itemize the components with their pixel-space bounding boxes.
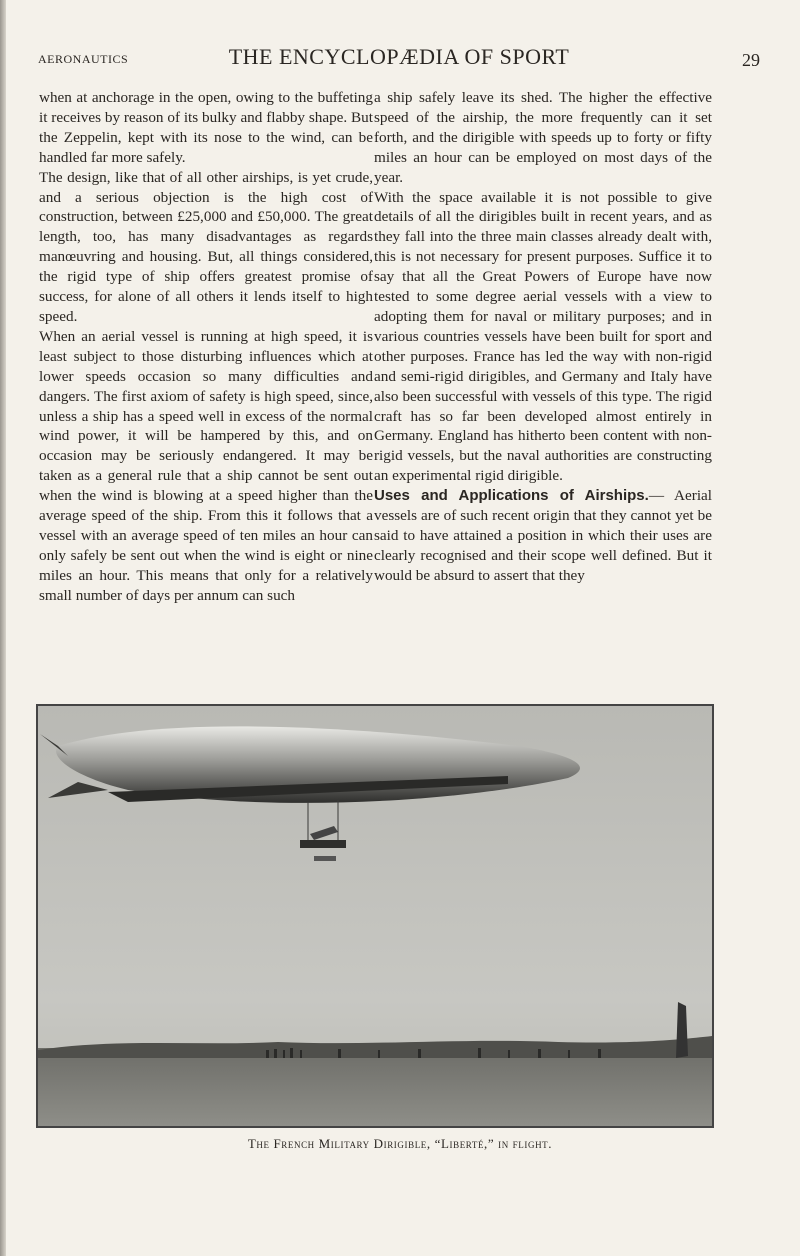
- photo-illustration: [38, 706, 712, 1126]
- paragraph: when at anchorage in the open, owing to the buffeting it receives by reason of its bulky and flabby shape. But the Zeppelin, kept with its nose to the wind, can be handled far more safely.: [39, 89, 373, 166]
- dirigible-photograph: [36, 704, 714, 1128]
- paragraph: [374, 486, 712, 586]
- section-label: AERONAUTICS: [38, 52, 129, 66]
- left-column: [39, 88, 373, 606]
- right-column: [374, 88, 712, 586]
- paragraph: The design, like that of all other airships, is yet crude, and a serious objection is the high cost of construction, between £25,000 and £50,000. The great length, too, has many disadvantages as regards manœuvring and housing. But, all things considered, the rigid type of ship offers greatest promise of success, for alone of all others it lends itself to high speed.: [39, 168, 373, 325]
- paragraph: With the space available it is not possible to give details of all the dirigibles built in recent years, and as they fall into the three main classes already dealt with, this is not necessary for present purposes. Suffice it to say that all the Great Powers of Europe have now tested to some degree aerial vessels with a view to adopting them for naval or military purposes; and in various countries vessels have been built for sport and other purposes. France has led the way with non-rigid and semi-rigid dirigibles, and Germany and Italy have also been successful with vessels of this type. The rigid craft has so far been developed almost entirely in Germany. England has hitherto been content with non-rigid vessels, but the naval authorities are constructing an experimental rigid dirigible.: [374, 188, 712, 485]
- paragraph: When an aerial vessel is running at high speed, it is least subject to those disturbing influences which at lower speeds occasion so many difficulties and dangers. The first axiom of safety is high speed, since, unless a ship has a speed well in excess of the normal wind power, it will be hampered by this, and on occasion may be seriously endangered. It may be taken as a general rule that a ship cannot be sent out when the wind is blowing at a speed higher than the average speed of the ship. From this it follows that a vessel with an average speed of ten miles an hour can only safely be sent out when the wind is eight or nine miles an hour. This means that only for a relatively small number of days per annum can such: [39, 327, 373, 604]
- binding-edge: [0, 0, 6, 1256]
- running-header: [38, 44, 760, 74]
- page-number: 29: [742, 50, 760, 70]
- paragraph-text: — Aerial vessels are of such recent origin that they cannot yet be said to have attained a position in which their uses are clearly recognised and their scope well defined. But it would be absurd to assert that they: [374, 487, 712, 584]
- plate-caption: The French Military Dirigible, “Liberté,” in flight.: [247, 1136, 553, 1151]
- paragraph: a ship safely leave its shed. The higher the effective speed of the airship, the more frequently can it set forth, and the dirigible with speeds up to forty or fifty miles an hour can be employed on most days of the year.: [374, 89, 712, 186]
- book-title: THE ENCYCLOPÆDIA OF SPORT: [228, 44, 570, 69]
- section-subheading: Uses and Applications of Airships.: [374, 487, 649, 505]
